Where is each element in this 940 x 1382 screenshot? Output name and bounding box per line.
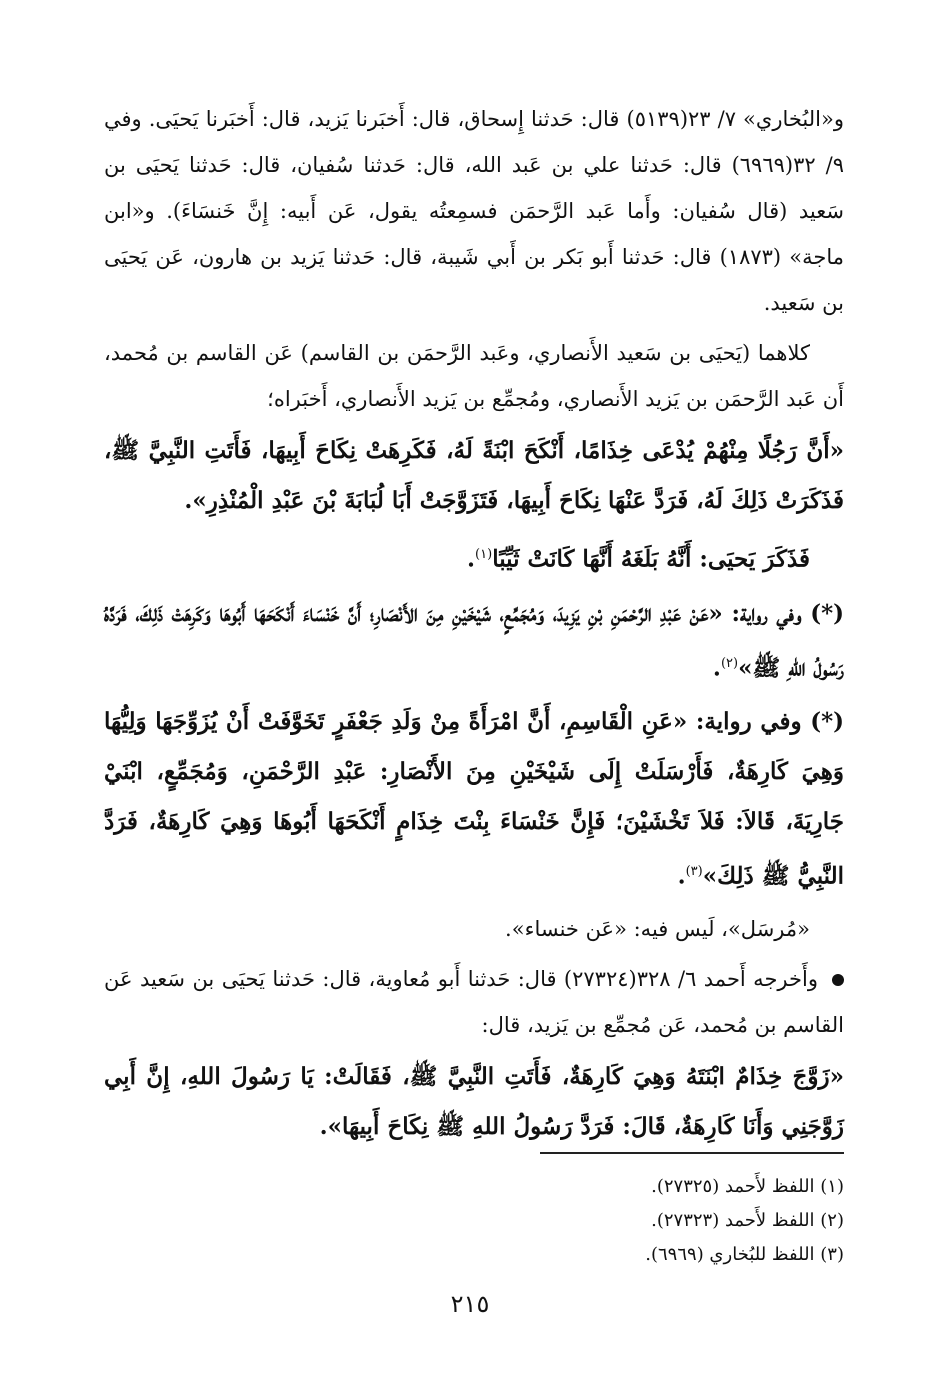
footnote-ref-3: (٣) [685,864,703,880]
hadith-note-text: فَذَكَرَ يَحيَى: أَنَّهُ بَلَغَهُ أَنَّهَا كَانَتْ ثَيِّبًا [492,545,810,573]
hadith-variant-2-text: (*) وفي رواية: «عَنِ الْقَاسِمِ، أَنَّ امْرَأَةً مِنْ وَلَدِ جَعْفَرٍ تَخَوَّفَتْ أَنْ يُزَوِّجَهَا وَلِيُّهَا وَهِيَ كَارِهَةٌ، فَأَرْسَلَتْ إِلَى شَيْخَيْنِ مِنَ الأَنْصَارِ: عَبْدِ الرَّحْمَنِ، وَمُجَمِّعٍ، ابْنَيْ جَارِيَةَ، قَالاَ: فَلاَ تَخْشَيْنَ؛ فَإِنَّ خَنْسَاءَ بِنْتَ خِذَامٍ أَنْكَحَهَا أَبُوهَا وَهِيَ كَارِهَةٌ، فَرَدَّ النَّبِيُّ ﷺ ذَلِكَ» [104,708,844,890]
footnote-divider [540,1152,844,1154]
paragraph-sources: و«البُخاري» ٧/ ٢٣(٥١٣٩) قال: حَدثنا إِسحاق، قال: أَخبَرنا يَزيد، قال: أَخبَرنا يَحيَى. وفي ٩/ ٣٢(٦٩٦٩) قال: حَدثنا علي بن عَبد الله، قال: حَدثنا سُفيان، قال: حَدثنا يَحيَى بن سَعيد (قال سُفيان: وأَما عَبد الرَّحمَن فسمِعتُه يقول، عَن أَبيه: إِنَّ خَنسَاءَ). و«ابن ماجة» (١٨٧٣) قال: حَدثنا أَبو بَكر بن أَبي شَيبة، قال: حَدثنا يَزيد بن هارون، عَن يَحيَى بن سَعيد. [104,107,845,315]
bullet-paragraph-text: وأَخرجه أَحمد ٦/ ٣٢٨(٢٧٣٢٤) قال: حَدثنا أَبو مُعاوية، قال: حَدثنا يَحيَى بن سَعيد عَن القاسم بن مُحمد، عَن مُجمِّع بن يَزيد، قال: [104,966,844,1037]
hadith-text-1: «أَنَّ رَجُلًا مِنْهُمْ يُدْعَى خِذَامًا، أَنْكَحَ ابْنَةً لَهُ، فَكَرِهَتْ نِكَاحَ أَبِيهَا، فَأَتَتِ النَّبِيَّ ﷺ، فَذَكَرَتْ ذَلِكَ لَهُ، فَرَدَّ عَنْهَا نِكَاحَ أَبِيهَا، فَتَزَوَّجَتْ أَبَا لُبَابَةَ بْنَ عَبْدِ الْمُنْذِرِ». [104,437,844,514]
hadith-variant-1 [104,589,844,694]
hadith-variant-1-end: . [712,654,721,682]
hadith-variant-1-text: (*) وفي رواية: «عَنْ عَبْدِ الرَّحْمَنِ بْنِ يَزِيدَ، وَمُجَمِّعٍ، شَيْخَيْنِ مِنَ الأَنْصَارِ؛ أَنَّ خَنْسَاءَ أَنْكَحَهَا أَبُوهَا وَكَرِهَتْ ذَلِكَ، فَرَدَّهُ رَسُولُ اللهِ ﷺ» [104,599,844,682]
hadith-variant-2 [104,697,844,902]
page-number: ٢١٥ [450,1290,490,1318]
footnote-3: (٣) اللفظ للبُخاري (٦٩٦٩). [645,1244,844,1265]
footnote-ref-1: (١) [475,547,493,562]
footnote-2: (٢) اللفظ لأَحمد (٢٧٣٢٣). [651,1210,844,1231]
hadith-text-ahmad: «زَوَّجَ خِذَامٌ ابْنَتَهُ وَهِيَ كَارِهَةٌ، فَأَتَتِ النَّبِيَّ ﷺ، فَقَالَتْ: يَا رَسُولَ اللهِ، إِنَّ أَبِي زَوَّجَنِي وَأَنَا كَارِهَةٌ، قَالَ: فَرَدَّ رَسُولُ اللهِ ﷺ نِكَاحَ أَبِيهَا». [104,1062,844,1140]
hadith-variant-2-end: . [677,862,686,890]
bullet-paragraph [104,956,844,1048]
footnotes [104,1170,844,1272]
footnote-1: (١) اللفظ لأَحمد (٢٧٣٢٥). [651,1176,844,1197]
page-body [104,96,844,1156]
hadith-note [104,530,844,585]
footnote-ref-2: (٢) [720,655,739,671]
paragraph-chain: كلاهما (يَحيَى بن سَعيد الأَنصاري، وعَبد الرَّحمَن بن القاسم) عَن القاسم بن مُحمد، أَن عَبد الرَّحمَن بن يَزيد الأَنصاري، ومُجمِّع بن يَزيد الأَنصاري، أَخبَراه؛ [104,341,844,411]
hadith-note-end: . [467,545,476,573]
bullet-icon [832,974,844,986]
mursal-note: «مُرسَل»، لَيس فيه: «عَن خنساء». [505,916,810,941]
